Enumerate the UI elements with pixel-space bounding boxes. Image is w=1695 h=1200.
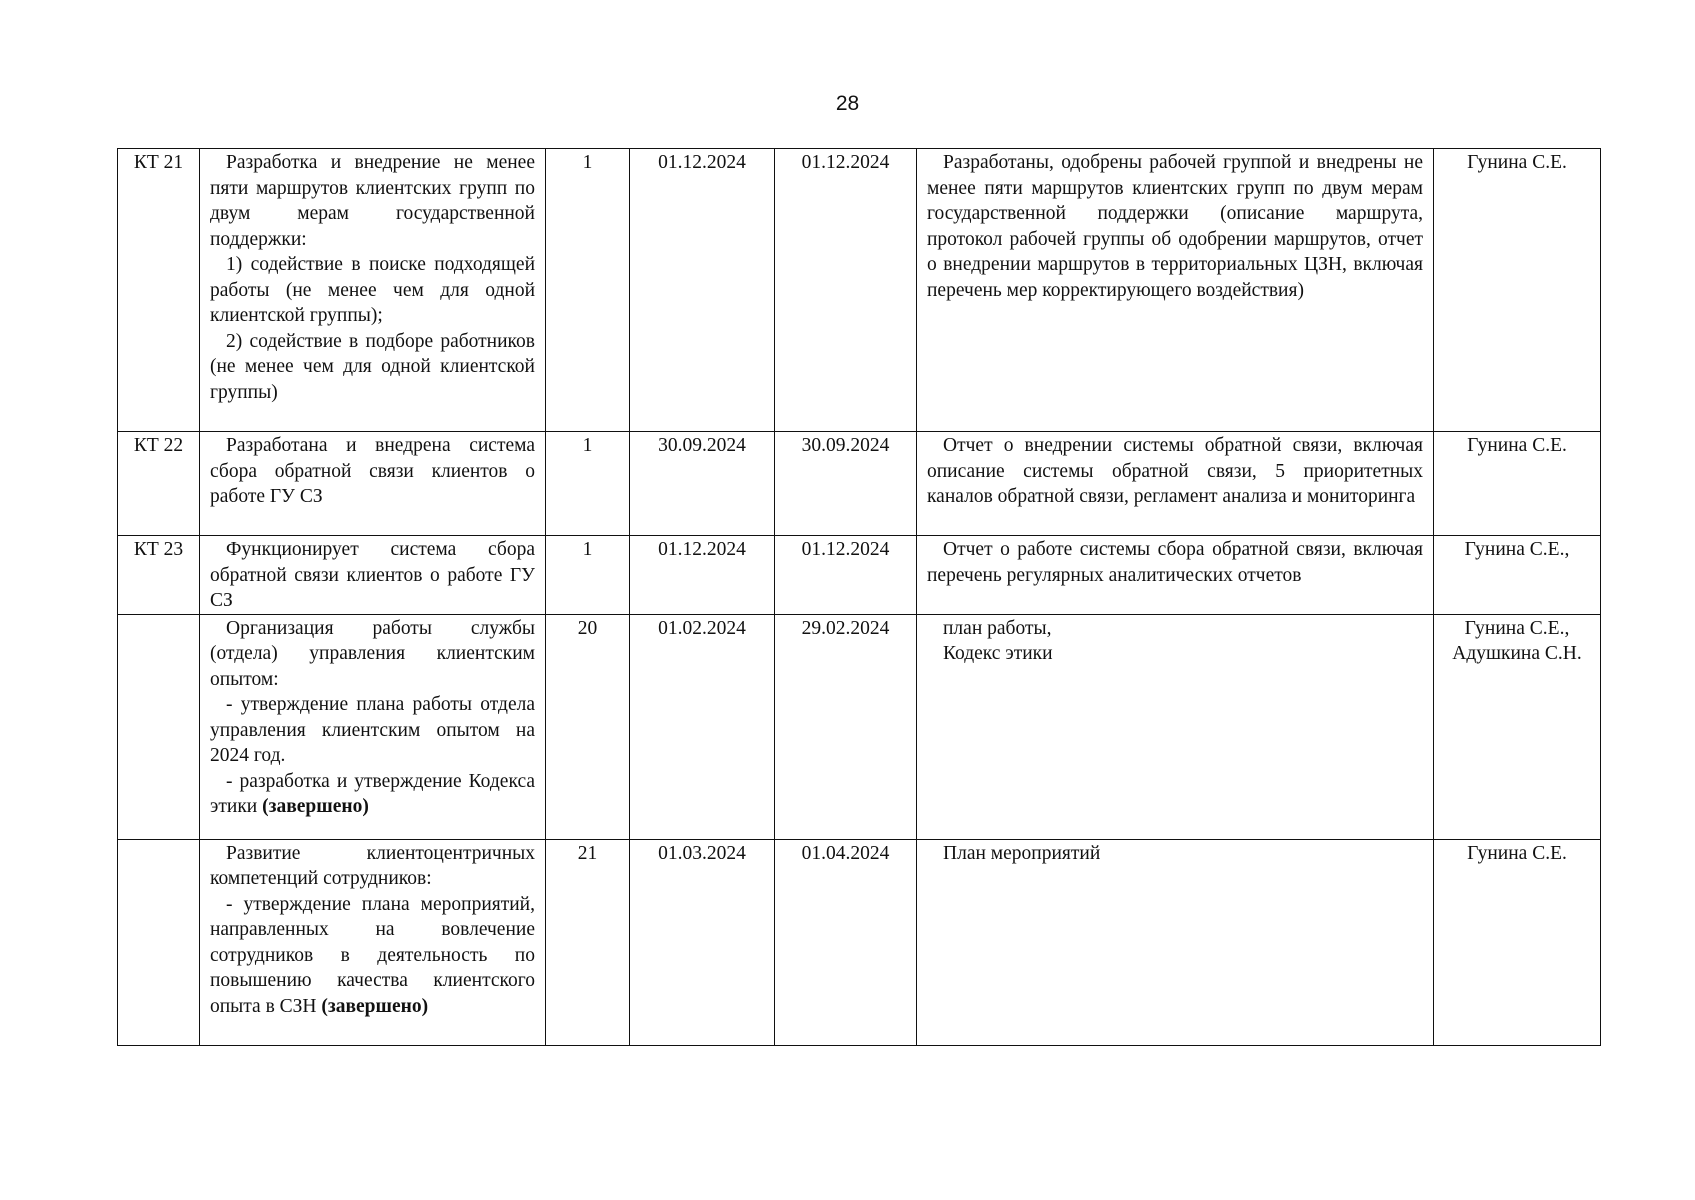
row-end-date: 01.04.2024 [775,839,917,1045]
description-paragraph: Разработка и внедрение не менее пяти маршрутов клиентских групп по двум мерам государственной поддержки: [210,152,535,250]
row-description [200,432,546,536]
row-number: 20 [546,614,630,839]
description-paragraph: 2) содействие в подборе работников (не менее чем для одной клиентской группы) [210,330,535,403]
status-completed: (завершено) [262,796,369,817]
table-row [118,536,1601,615]
row-code [118,839,200,1045]
responsible-name: Гунина С.Е., [1464,539,1570,560]
row-result [917,432,1434,536]
row-number: 1 [546,149,630,432]
responsible-name: Гунина С.Е. [1467,152,1567,173]
description-paragraph [210,769,535,820]
row-description [200,149,546,432]
result-line: Кодекс этики [943,643,1053,664]
table-row [118,614,1601,839]
responsible-name: Адушкина С.Н. [1452,643,1582,664]
result-paragraph: Отчет о работе системы сбора обратной связи, включая перечень регулярных аналитических отчетов [927,539,1423,586]
result-line: План мероприятий [943,842,1101,864]
description-paragraph: Разработана и внедрена система сбора обратной связи клиентов о работе ГУ СЗ [210,435,535,507]
row-code: КТ 22 [118,432,200,536]
result-paragraph: Разработаны, одобрены рабочей группой и внедрены не менее пяти маршрутов клиентских групп по двум мерам государственной поддержки (описание маршрута, протокол рабочей группы об одобрении маршрутов, отчет о внедрении маршрутов в территориальных ЦЗН, включая перечень мер корректирующего воздействия) [927,152,1423,301]
responsible-name: Гунина С.Е. [1467,435,1567,456]
row-end-date: 29.02.2024 [775,614,917,839]
result-paragraph: Отчет о внедрении системы обратной связи, включая описание системы обратной связи, 5 приоритетных каналов обратной связи, регламент анализа и мониторинга [927,435,1423,507]
row-number: 1 [546,432,630,536]
description-text: - утверждение плана мероприятий, направленных на вовлечение сотрудников в деятельность по повышению качества клиентского опыта в СЗН [210,893,535,1017]
table-row [118,839,1601,1045]
row-responsible [1434,149,1601,432]
row-start-date: 01.03.2024 [630,839,775,1045]
row-responsible [1434,536,1601,615]
row-number: 21 [546,839,630,1045]
description-paragraph: Развитие клиентоцентричных компетенций сотрудников: [210,842,535,889]
table-row [118,432,1601,536]
row-result [917,614,1434,839]
row-start-date: 30.09.2024 [630,432,775,536]
description-paragraph: Организация работы службы (отдела) управления клиентским опытом: [210,617,535,690]
row-description [200,839,546,1045]
row-result [917,536,1434,615]
description-paragraph: 1) содействие в поиске подходящей работы (не менее чем для одной клиентской группы); [210,254,535,326]
responsible-name: Гунина С.Е., [1464,617,1570,639]
table-row [118,149,1601,432]
description-text: - разработка и утверждение Кодекса этики [210,770,535,817]
row-result [917,149,1434,432]
row-responsible [1434,432,1601,536]
row-end-date: 30.09.2024 [775,432,917,536]
row-end-date: 01.12.2024 [775,149,917,432]
row-number: 1 [546,536,630,615]
result-line: план работы, [943,617,1052,639]
description-paragraph: Функционирует система сбора обратной связи клиентов о работе ГУ СЗ [210,539,535,611]
control-points-table [117,148,1601,1046]
row-description [200,614,546,839]
row-start-date: 01.12.2024 [630,536,775,615]
row-responsible [1434,839,1601,1045]
description-paragraph [210,892,535,1020]
description-paragraph: - утверждение плана работы отдела управления клиентским опытом на 2024 год. [210,694,535,766]
row-code: КТ 21 [118,149,200,432]
responsible-name: Гунина С.Е. [1467,842,1567,864]
row-result [917,839,1434,1045]
row-responsible [1434,614,1601,839]
row-code: КТ 23 [118,536,200,615]
row-code [118,614,200,839]
row-description [200,536,546,615]
status-completed: (завершено) [321,995,429,1017]
row-end-date: 01.12.2024 [775,536,917,615]
row-start-date: 01.02.2024 [630,614,775,839]
row-start-date: 01.12.2024 [630,149,775,432]
page-number: 28 [835,92,860,115]
